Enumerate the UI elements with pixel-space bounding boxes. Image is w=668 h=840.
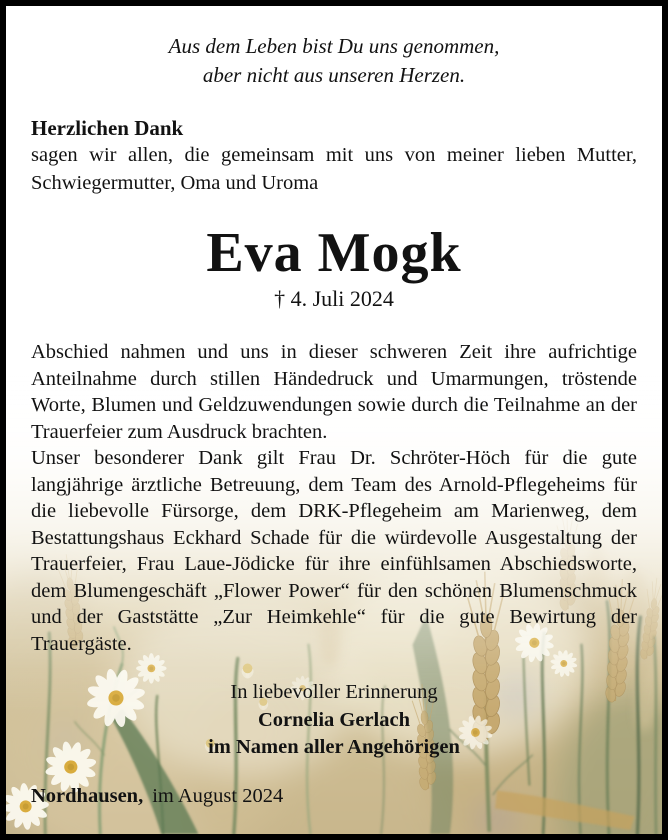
- thanks-heading: Herzlichen Dank: [31, 116, 184, 140]
- family-line: im Namen aller Angehörigen: [208, 736, 460, 758]
- farewell-paragraph: Abschied nahmen und uns in dieser schweren Zeit ihre aufrichtige Anteilnahme durch stillen Händedruck und Umarmungen, tröstende Worte, Blumen und Geldzuwendungen sowie durch die Teilnahme an der Trauerfeier zum Ausdruck brachten.: [31, 341, 637, 443]
- epigraph-line-2: aber nicht aus unseren Herzen.: [202, 63, 466, 87]
- death-date: † 4. Juli 2024: [274, 286, 394, 311]
- closing-block: [31, 679, 637, 762]
- mourner-name: Cornelia Gerlach: [257, 708, 410, 731]
- deceased-name: Eva Mogk: [206, 222, 462, 284]
- date-month: im August 2024: [152, 785, 284, 807]
- epigraph: [31, 32, 637, 90]
- intro-paragraph: sagen wir allen, die gemeinsam mit uns von meiner lieben Mutter, Schwiegermutter, Oma und Uroma: [31, 144, 637, 194]
- notice-content: [6, 6, 662, 834]
- place: Nordhausen,: [31, 785, 144, 807]
- place-date-line: [31, 782, 637, 810]
- thanks-paragraph: Unser besonderer Dank gilt Frau Dr. Schröter-Höch für die gute langjährige ärztliche Betreuung, dem Team des Arnold-Pflegeheims für die liebevolle Fürsorge, dem DRK-Pflegeheim am Marienweg, dem Bestattungshaus Eckhard Schade für die würdevolle Ausgestaltung der Trauerfeier, Frau Laue-Jödicke für ihre einfühlsamen Abschiedsworte, dem Blumengeschäft „Flower Power“ für den schönen Blumenschmuck und der Gaststätte „Zur Heimkehle“ für die gute Bewirtung der Trauergäste.: [31, 447, 637, 655]
- memory-line: In liebevoller Erinnerung: [230, 681, 438, 703]
- epigraph-line-1: Aus dem Leben bist Du uns genommen,: [168, 34, 500, 58]
